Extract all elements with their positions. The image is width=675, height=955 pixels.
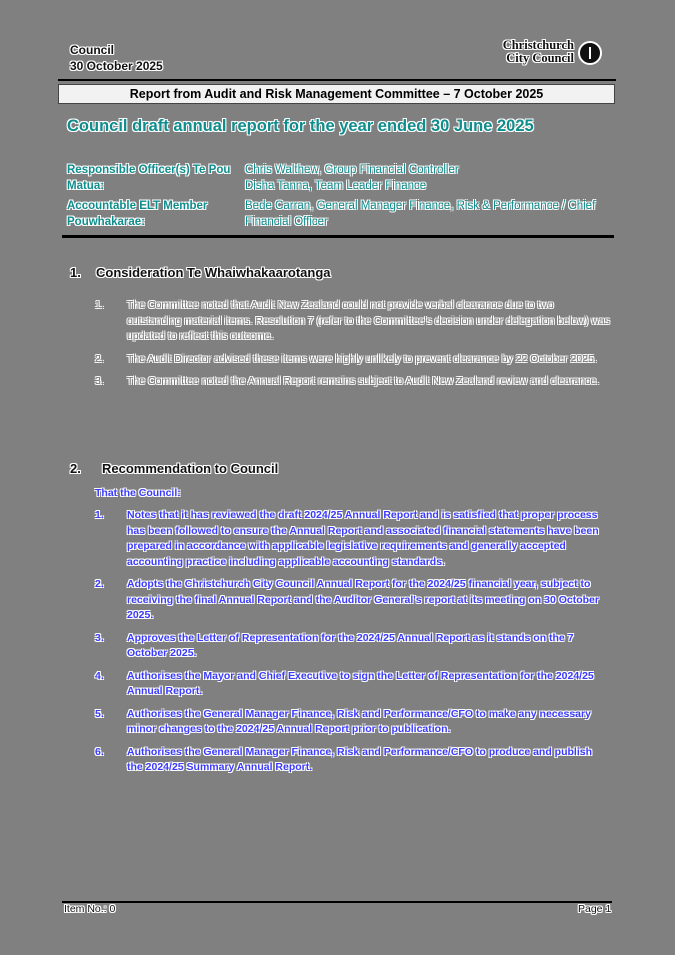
officer-label: Accountable ELT Member Pouwhakarae: xyxy=(67,200,208,228)
item-number: 5. xyxy=(95,707,104,720)
section-title: Consideration Te Whaiwhakaarotanga xyxy=(96,265,331,280)
item-number: 1. xyxy=(95,299,104,311)
item-text: Adopts the Christchurch City Council Annual Report for the 2024/25 financial year, subject to receiving the final Annual Report and the Auditor General's report at its meeting on 30 October 2025. xyxy=(127,578,599,621)
list-item xyxy=(95,577,610,624)
item-number-footer: Item No.: 0 xyxy=(64,903,116,915)
list-item xyxy=(95,707,610,738)
officer-values xyxy=(245,162,617,194)
list-item xyxy=(95,374,610,390)
item-text: The Committee noted that Audit New Zealand could not provide verbal clearance due to two outstanding material items. Resolution 7 (refer to the Committee's decision under delegation below) was updated to reflect this outcome. xyxy=(127,299,610,342)
consideration-list xyxy=(95,298,610,397)
section-title: Recommendation to Council xyxy=(102,461,279,476)
item-text: The Committee noted the Annual Report remains subject to Audit New Zealand review and clearance. xyxy=(127,375,600,387)
meeting-name: Council xyxy=(70,43,114,57)
report-banner: Report from Audit and Risk Management Committee – 7 October 2025 xyxy=(58,84,615,104)
item-number: 3. xyxy=(95,631,104,644)
item-text: The Audit Director advised these items were highly unlikely to prevent clearance by 22 October 2025. xyxy=(127,352,597,365)
page-title: Council draft annual report for the year ended 30 June 2025 xyxy=(67,117,534,135)
officer-value: Disha Tanna, Team Leader Finance xyxy=(245,180,427,192)
list-item xyxy=(95,631,610,662)
officer-value: Chris Walthew, Group Financial Controller xyxy=(245,164,459,176)
footer-rule xyxy=(62,901,612,903)
item-number: 2. xyxy=(95,578,104,590)
officer-label: Responsible Officer(s) Te Pou Matua: xyxy=(67,164,231,192)
item-text: Authorises the General Manager Finance, Risk and Performance/CFO to make any necessary minor changes to the 2024/25 Annual Report prior to publication. xyxy=(127,707,591,735)
recommendation-intro: That the Council: xyxy=(95,487,181,499)
item-text: Approves the Letter of Representation for the 2024/25 Annual Report as it stands on the 7 October 2025. xyxy=(127,631,574,659)
list-item xyxy=(95,352,610,368)
logo-text xyxy=(494,39,574,65)
item-number: 3. xyxy=(95,375,104,387)
item-text: Notes that it has reviewed the draft 2024/25 Annual Report and is satisfied that proper process has been followed to ensure the Annual Report and associated financial statements have been prepared in accordance with applicable legislative requirements and generally accepted accounting practice including applicable accounting standards. xyxy=(127,509,599,568)
logo-line-2: City Council xyxy=(506,51,574,65)
item-number: 2. xyxy=(95,352,104,365)
section-heading-recommendation xyxy=(70,461,278,476)
header-rule xyxy=(58,79,616,81)
officer-value: Bede Carran, General Manager Finance, Risk & Performance / Chief Financial Officer xyxy=(245,200,596,228)
meeting-header xyxy=(70,42,163,74)
officer-row-accountable xyxy=(67,198,617,230)
meeting-date: 30 October 2025 xyxy=(70,59,163,73)
section-heading-consideration xyxy=(70,265,331,280)
section-number: 1. xyxy=(70,265,81,280)
item-text: Authorises the General Manager Finance, Risk and Performance/CFO to produce and publish the 2024/25 Summary Annual Report. xyxy=(127,745,593,773)
list-item xyxy=(95,298,610,345)
item-number: 1. xyxy=(95,509,104,521)
section-divider xyxy=(62,235,614,238)
list-item xyxy=(95,745,610,776)
council-logo xyxy=(494,39,609,69)
page-number: Page 1 xyxy=(578,903,612,915)
cathedral-emblem-icon xyxy=(578,41,602,65)
list-item xyxy=(95,669,610,700)
officer-row-responsible xyxy=(67,162,617,194)
item-number: 4. xyxy=(95,669,104,682)
item-text: Authorises the Mayor and Chief Executive to sign the Letter of Representation for the 2024/25 Annual Report. xyxy=(127,669,594,697)
item-number: 6. xyxy=(95,745,104,758)
recommendation-list xyxy=(95,508,610,783)
logo-line-1: Christchurch xyxy=(502,38,574,52)
section-number: 2. xyxy=(70,461,81,476)
list-item xyxy=(95,508,610,570)
officer-table xyxy=(67,162,617,234)
